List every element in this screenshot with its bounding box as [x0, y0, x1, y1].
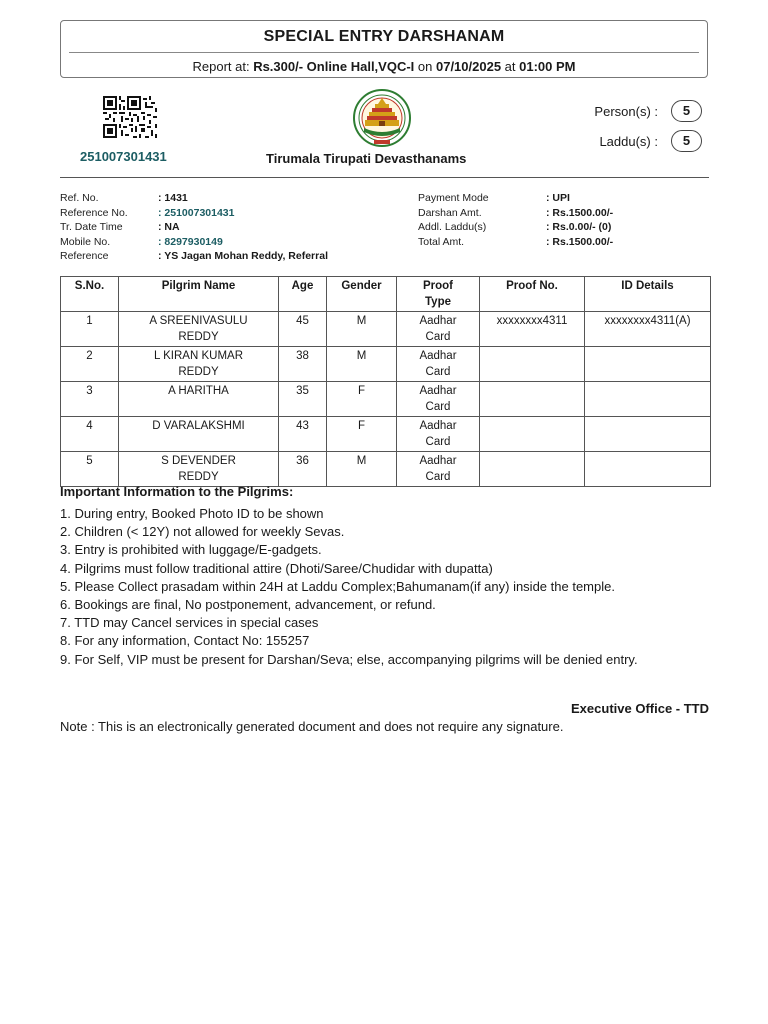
list-item: 6. Bookings are final, No postponement, advancement, or refund.: [60, 597, 436, 613]
pilgrims-table: [60, 276, 711, 487]
list-item: 9. For Self, VIP must be present for Darshan/Seva; else, accompanying pilgrims will be denied entry.: [60, 651, 638, 667]
persons-count-badge: 5: [671, 100, 702, 122]
total-amt-label: Total Amt.: [418, 236, 465, 248]
total-amt-value: : Rs.1500.00/-: [546, 236, 614, 248]
mobile-no-value: : 8297930149: [158, 236, 223, 248]
cell-proof-type: [397, 382, 480, 417]
cell-name-line2: REDDY: [178, 366, 219, 378]
report-hall: Rs.300/- Online Hall,VQC-I: [253, 59, 415, 74]
cell-id-details: [585, 382, 711, 417]
cell-proof-type: [397, 312, 480, 347]
cell-name: [119, 452, 279, 487]
cell-proof-line1: Aadhar: [419, 455, 457, 467]
table-row: [61, 312, 711, 347]
qr-code-icon: [103, 96, 159, 140]
mobile-no-label: Mobile No.: [60, 236, 111, 248]
cell-name-line2: REDDY: [178, 331, 219, 343]
document-title: SPECIAL ENTRY DARSHANAM: [263, 28, 505, 45]
col-header-proof-type: [397, 277, 480, 312]
cell-id-details: [585, 452, 711, 487]
list-item: 3. Entry is prohibited with luggage/E-gadgets.: [60, 542, 322, 558]
footer-note: Note : This is an electronically generated document and does not require any signature.: [60, 719, 564, 734]
cell-proof-no: [480, 417, 585, 452]
cell-name: [119, 347, 279, 382]
cell-gender: M: [327, 452, 397, 487]
list-item: 7. TTD may Cancel services in special cases: [60, 615, 319, 631]
cell-proof-line1: Aadhar: [419, 420, 457, 432]
cell-gender: F: [327, 382, 397, 417]
cell-proof-type: [397, 347, 480, 382]
cell-name-line1: S DEVENDER: [161, 455, 236, 467]
addl-laddu-label: Addl. Laddu(s): [418, 221, 487, 233]
reference-no-label: Reference No.: [60, 207, 128, 219]
report-time: 01:00 PM: [519, 59, 576, 74]
darshan-amt-value: : Rs.1500.00/-: [546, 207, 614, 219]
list-item: 2. Children (< 12Y) not allowed for weekly Sevas.: [60, 524, 345, 540]
laddu-count-badge: 5: [671, 130, 702, 152]
cell-proof-type: [397, 452, 480, 487]
cell-age: 43: [279, 417, 327, 452]
section-divider: [60, 177, 709, 178]
cell-sno: 2: [61, 347, 119, 382]
cell-proof-line2: Card: [425, 471, 451, 483]
list-item: 1. During entry, Booked Photo ID to be shown: [60, 506, 324, 521]
cell-sno: 4: [61, 417, 119, 452]
list-item: 4. Pilgrims must follow traditional attire (Dhoti/Saree/Chudidar with dupatta): [60, 560, 493, 576]
cell-proof-no: [480, 452, 585, 487]
report-date: 07/10/2025: [435, 59, 502, 74]
cell-id-details: [585, 417, 711, 452]
cell-proof-type: [397, 417, 480, 452]
cell-id-details: xxxxxxxx4311(A): [585, 312, 711, 347]
cell-proof-line2: Card: [425, 436, 451, 448]
cell-name-line1: D VARALAKSHMI: [152, 420, 245, 432]
cell-sno: 5: [61, 452, 119, 487]
col-header-proof-no: Proof No.: [480, 277, 585, 312]
cell-id-details: [585, 347, 711, 382]
cell-gender: M: [327, 347, 397, 382]
cell-gender: M: [327, 312, 397, 347]
cell-name: [119, 382, 279, 417]
cell-name: [119, 417, 279, 452]
laddu-label: Laddu(s) :: [599, 134, 658, 149]
col-header-age: Age: [279, 277, 327, 312]
reference-value: : YS Jagan Mohan Reddy, Referral: [158, 250, 328, 262]
reference-no-value: : 251007301431: [158, 207, 235, 219]
cell-proof-line1: Aadhar: [419, 350, 457, 362]
cell-age: 38: [279, 347, 327, 382]
table-row: [61, 382, 711, 417]
cell-name-line2: REDDY: [178, 471, 219, 483]
col-header-name: Pilgrim Name: [119, 277, 279, 312]
signatory: Executive Office - TTD: [571, 701, 709, 716]
table-row: [61, 347, 711, 382]
persons-label: Person(s) :: [594, 104, 658, 119]
table-header-row: [61, 277, 711, 312]
cell-proof-no: [480, 382, 585, 417]
report-subtitle: [61, 59, 707, 74]
report-prefix: Report at:: [192, 59, 254, 74]
col-header-id-details: ID Details: [585, 277, 711, 312]
cell-proof-line1: Aadhar: [419, 385, 457, 397]
cell-age: 45: [279, 312, 327, 347]
ref-no-label: Ref. No.: [60, 192, 99, 204]
cell-name-line1: A HARITHA: [168, 385, 229, 397]
reference-code: 251007301431: [80, 149, 167, 164]
list-item: 8. For any information, Contact No: 155257: [60, 633, 310, 649]
cell-proof-line2: Card: [425, 401, 451, 413]
cell-sno: 3: [61, 382, 119, 417]
cell-proof-no: [480, 347, 585, 382]
ttd-emblem-logo: [350, 88, 414, 148]
cell-age: 35: [279, 382, 327, 417]
cell-proof-line1: Aadhar: [419, 315, 457, 327]
cell-age: 36: [279, 452, 327, 487]
col-header-proof-type-line1: Proof: [422, 280, 454, 292]
ref-no-value: : 1431: [158, 192, 188, 204]
col-header-sno: S.No.: [61, 277, 119, 312]
cell-gender: F: [327, 417, 397, 452]
table-row: [61, 452, 711, 487]
header-divider: [69, 52, 699, 53]
table-row: [61, 417, 711, 452]
cell-name-line1: L KIRAN KUMAR: [153, 350, 244, 362]
addl-laddu-value: : Rs.0.00/- (0): [546, 221, 612, 233]
cell-name: [119, 312, 279, 347]
cell-proof-line2: Card: [425, 331, 451, 343]
cell-proof-no: xxxxxxxx4311: [480, 312, 585, 347]
payment-mode-label: Payment Mode: [418, 192, 489, 204]
payment-mode-value: : UPI: [546, 192, 570, 204]
important-info-heading: Important Information to the Pilgrims:: [60, 484, 294, 499]
cell-proof-line2: Card: [425, 366, 451, 378]
col-header-gender: Gender: [327, 277, 397, 312]
tr-date-time-label: Tr. Date Time: [60, 221, 123, 233]
important-info-list: [60, 505, 720, 669]
list-item: 5. Please Collect prasadam within 24H at Laddu Complex;Bahumanam(if any) inside the temple.: [60, 578, 615, 594]
cell-name-line1: A SREENIVASULU: [149, 315, 248, 327]
report-on: on: [414, 59, 436, 74]
darshan-amt-label: Darshan Amt.: [418, 207, 482, 219]
col-header-proof-type-line2: Type: [425, 296, 451, 308]
report-at: at: [501, 59, 520, 74]
report-header: [60, 20, 708, 78]
reference-label: Reference: [60, 250, 109, 262]
tr-date-time-value: : NA: [158, 221, 180, 233]
cell-sno: 1: [61, 312, 119, 347]
organization-name: Tirumala Tirupati Devasthanams: [266, 151, 467, 166]
